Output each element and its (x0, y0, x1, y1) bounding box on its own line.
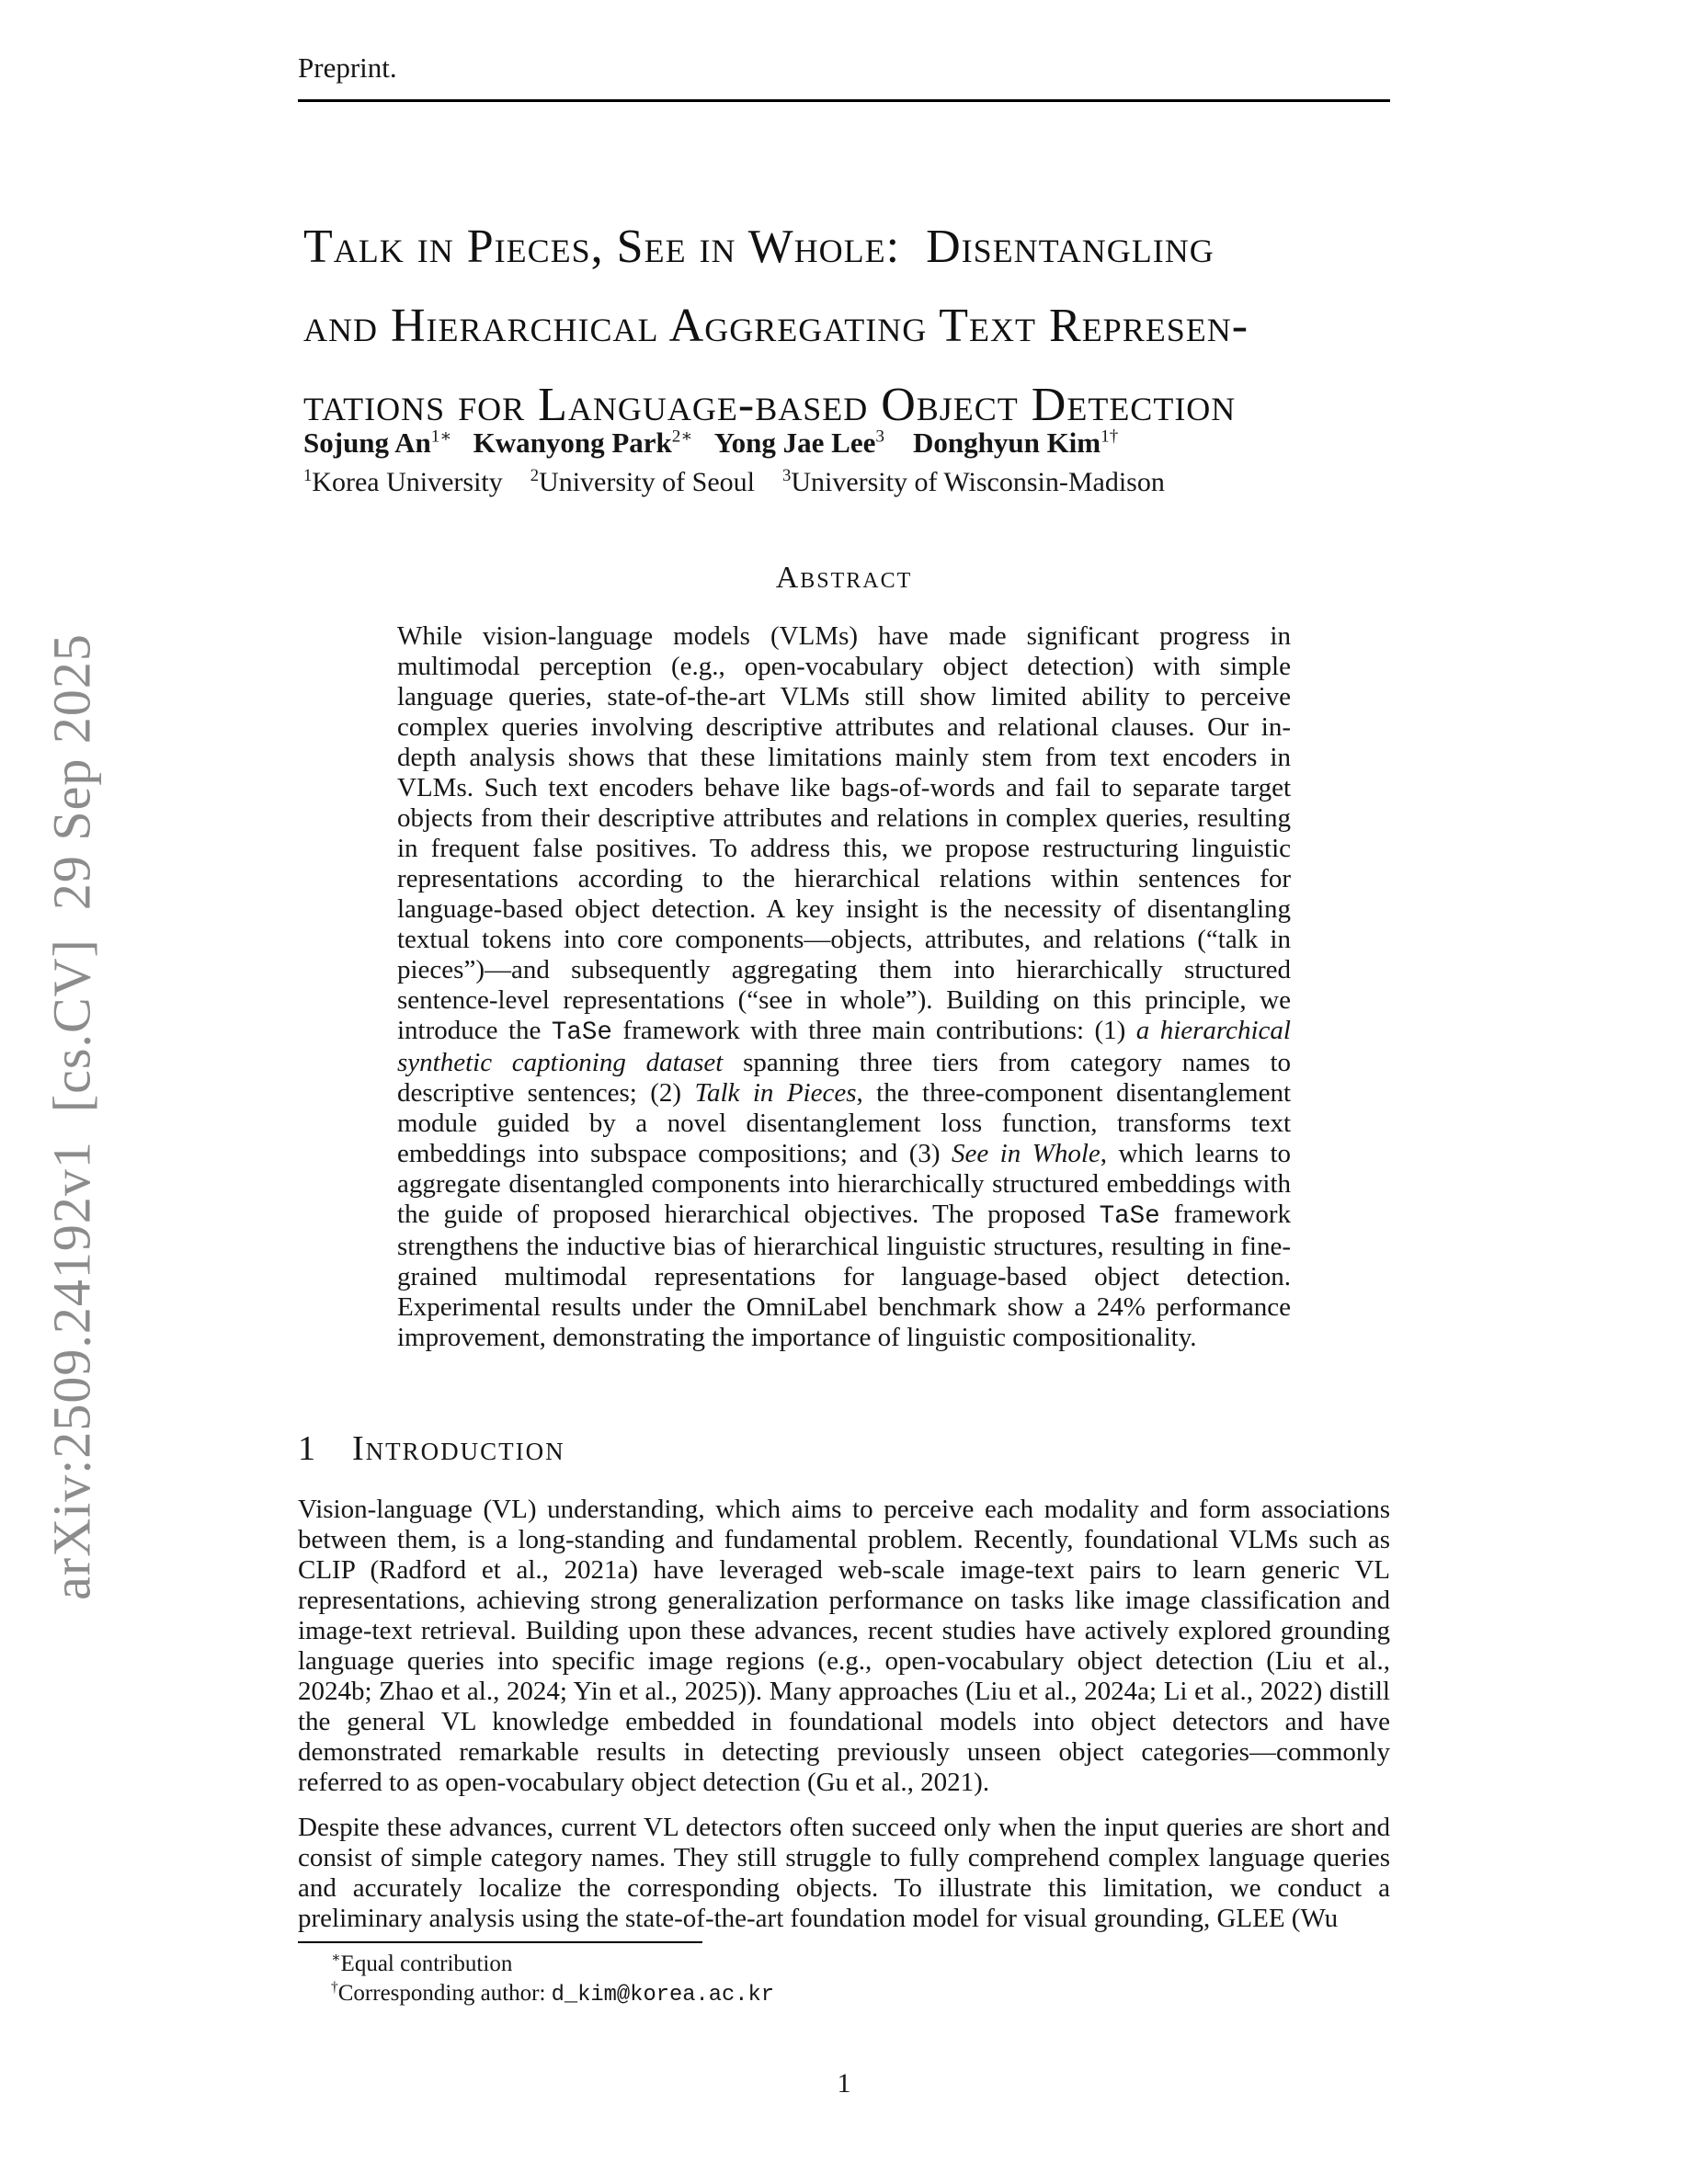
affiliation-line: $^1$Korea University $^2$University of Seoul $^3$University of Wisconsin-Madison (303, 466, 1165, 497)
page-number: 1 (837, 2068, 851, 2099)
title-line-1: Talk in Pieces, See in Whole: Disentangling (303, 221, 1215, 273)
arxiv-watermark: arXiv:2509.24192v1 [cs.CV] 29 Sep 2025 (41, 633, 102, 1600)
abstract-body: While vision-language models (VLMs) have made significant progress in multimodal perception (e.g., open-vocabulary object detection) with simple language queries, state-of-the-art VLMs still show limited ability to perceive complex queries involving descriptive attributes and relational clauses. Our in-depth analysis shows that these limitations mainly stem from text encoders in VLMs. Such text encoders behave like bags-of-words and fail to separate target objects from their descriptive attributes and relations in complex queries, resulting in frequent false positives. To address this, we propose restructuring linguistic representations according to the hierarchical relations within sentences for language-based object detection. A key insight is the necessity of disentangling textual tokens into core components—objects, attributes, and relations (“talk in pieces”)—and subsequently aggregating them into hierarchically structured sentence-level representations (“see in whole”). Building on this principle, we introduce the TaSe framework with three main contributions: (1) a hierarchical synthetic captioning dataset spanning three tiers from category names to descriptive sentences; (2) Talk in Pieces, the three-component disentanglement module guided by a novel disentanglement loss function, transforms text embeddings into subspace compositions; and (3) See in Whole, which learns to aggregate disentangled components into hierarchically structured embeddings with the guide of proposed hierarchical objectives. The proposed TaSe framework strengthens the inductive bias of hierarchical linguistic structures, resulting in fine-grained multimodal representations for language-based object detection. Experimental results under the OmniLabel benchmark show a 24% performance improvement, demonstrating the importance of linguistic compositionality. (397, 621, 1292, 1352)
intro-paragraph-1: Vision-language (VL) understanding, which aims to perceive each modality and form associations between them, is a long-standing and fundamental problem. Recently, foundational VLMs such as CLIP (Radford et al., 2021a) have leveraged web-scale image-text pairs to learn generic VL representations, achieving strong generalization performance on tasks like image classification and image-text retrieval. Building upon these advances, recent studies have actively explored grounding language queries into specific image regions (e.g., open-vocabulary object detection (Liu et al., 2024b; Zhao et al., 2024; Yin et al., 2025)). Many approaches (Liu et al., 2024a; Li et al., 2022) distill the general VL knowledge embedded in foundational models into object detectors and have demonstrated remarkable results in detecting previously unseen object categories—commonly referred to as open-vocabulary object detection (Gu et al., 2021). (298, 1495, 1390, 1797)
footnote-corresponding-author: †Corresponding author: d_kim@korea.ac.kr (331, 1979, 774, 2008)
section-label: Introduction (352, 1429, 565, 1468)
abstract-heading: Abstract (775, 561, 913, 595)
title-line-3: tations for Language-based Object Detection (303, 379, 1237, 431)
intro-paragraph-2: Despite these advances, current VL detectors often succeed only when the input queries are short and consist of simple category names. They still struggle to fully comprehend complex language queries and accurately localize the corresponding objects. To illustrate this limitation, we conduct a preliminary analysis using the state-of-the-art foundation model for visual grounding, GLEE (Wu (298, 1813, 1390, 1933)
paper-title (303, 208, 1462, 445)
header-rule (298, 99, 1390, 102)
title-line-2: and Hierarchical Aggregating Text Represen- (303, 300, 1249, 352)
footnote-rule (298, 1941, 702, 1943)
preprint-label: Preprint. (298, 51, 397, 84)
section-heading-introduction (298, 1428, 565, 1469)
footnote-equal-contribution: ∗Equal contribution (331, 1950, 513, 1976)
section-number: 1 (298, 1429, 315, 1468)
author-line: Sojung $An^{1∗}$ Kwanyong Park$^{2∗}$ Yong Jae Lee$^3$ Donghyun Kim$^{1\dagger}$ (303, 427, 1119, 459)
